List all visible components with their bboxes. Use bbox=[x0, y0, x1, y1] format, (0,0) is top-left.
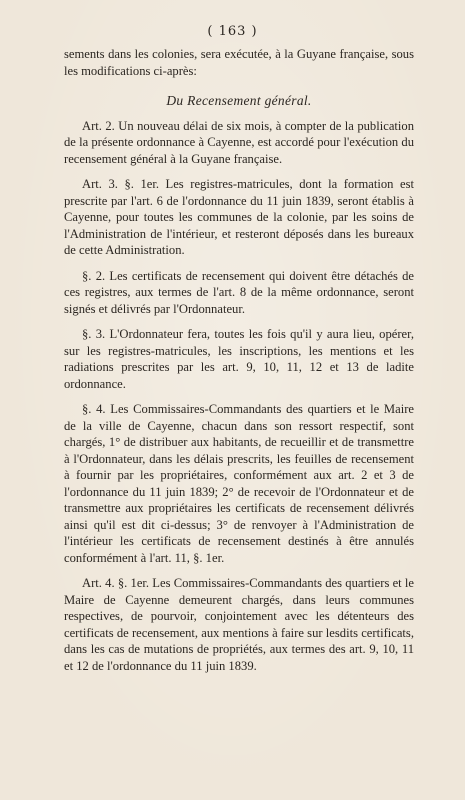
paragraph-art3-s2: §. 2. Les certificats de recensement qui doivent être détachés de ces registres, aux termes de l'art. 8 de la même ordonnance, seront signés et délivrés par l'Ordonnateur. bbox=[64, 268, 414, 316]
paragraph-art2: Art. 2. Un nouveau délai de six mois, à compter de la publication de la présente ordonnance à Cayenne, est accordé pour l'exécution du recensement général à la Guyane française. bbox=[64, 118, 414, 166]
paragraph-art3-s3: §. 3. L'Ordonnateur fera, toutes les fois qu'il y aura lieu, opérer, sur les registres-matricules, les inscriptions, les mentions et les radiations prescrites par les art. 9, 10, 11, 12 et 13 de ladite ordonnance. bbox=[64, 327, 414, 391]
paragraph-art3-s1: Art. 3. §. 1er. Les registres-matricules, dont la formation est prescrite par l'art. 6 de l'ordonnance du 11 juin 1839, seront établis à Cayenne, pour toutes les communes de la colonie, par les soins de l'Administration de l'intérieur, et resteront déposés dans les bureaux de cette Administration. bbox=[64, 177, 414, 257]
page-body bbox=[64, 46, 414, 683]
intro-text: sements dans les colonies, sera exécutée, à la Guyane française, sous les modifications ci-après: bbox=[64, 47, 414, 78]
section-title: Du Recensement général. bbox=[166, 93, 312, 108]
paragraph-art3-s4: §. 4. Les Commissaires-Commandants des quartiers et le Maire de la ville de Cayenne, chacun dans son ressort respectif, sont chargés, 1° de distribuer aux habitants, de recueillir et de transmettre à l'Ordonnateur, dans les délais prescrits, les feuilles de recensement à fournir par les propriétaires, conformément aux art. 2 et 3 de l'ordonnance du 11 juin 1839; 2° de recevoir de l'Ordonnateur et de transmettre aux propriétaires les certificats de recensement délivrés ainsi qu'il est dit ci-dessus; 3° de renvoyer à l'Administration de l'intérieur les certificats de recensement destinés à être annulés conformément à l'art. 11, §. 1er. bbox=[64, 402, 414, 565]
paragraph-art4-s1: Art. 4. §. 1er. Les Commissaires-Commandants des quartiers et le Maire de Cayenne demeurent chargés, dans leurs communes respectives, de pourvoir, conjointement avec les détenteurs des certificats de recensement, aux mentions à faire sur lesdits certificats, dans les cas de mutations de propriétés, aux termes des art. 9, 10, 11 et 12 de l'ordonnance du 11 juin 1839. bbox=[64, 576, 414, 673]
page-number: ( 163 ) bbox=[207, 24, 258, 39]
